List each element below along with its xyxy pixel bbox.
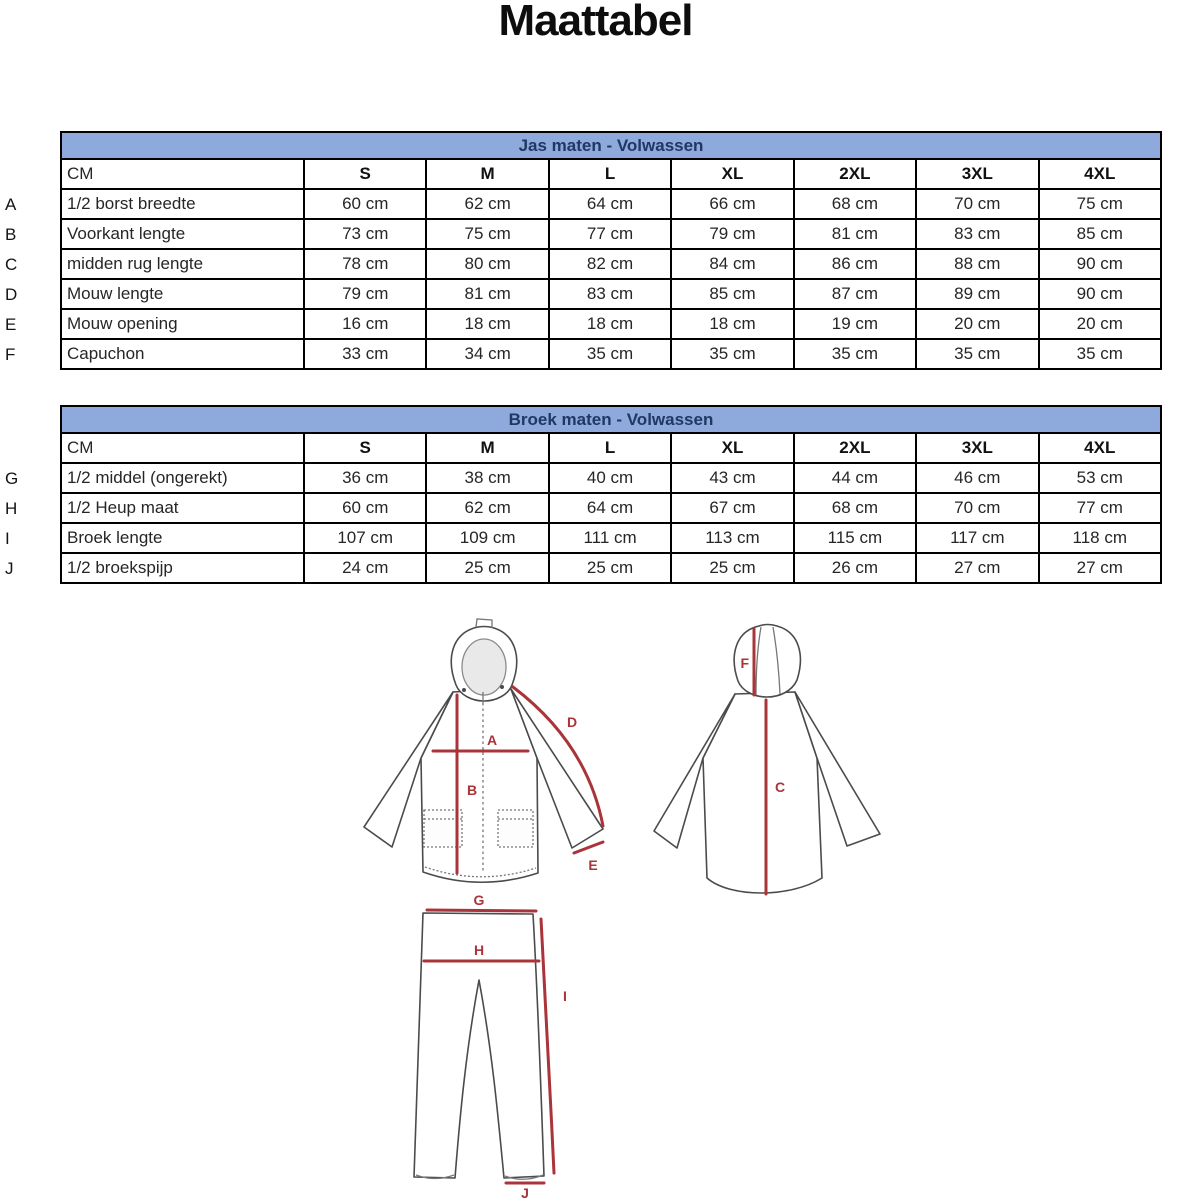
size-value-cell: 24 cm xyxy=(304,553,426,583)
size-value-cell: 90 cm xyxy=(1039,279,1161,309)
row-letter-d: D xyxy=(5,285,18,304)
measure-label-i: I xyxy=(563,988,567,1004)
row-letter-g: G xyxy=(5,469,19,488)
table-row xyxy=(61,339,1161,369)
measure-label-f: F xyxy=(740,655,749,671)
unit-header-cell: CM xyxy=(61,159,304,189)
measure-label-a: A xyxy=(486,732,498,748)
size-value-cell: 27 cm xyxy=(916,553,1038,583)
size-value-cell: 33 cm xyxy=(304,339,426,369)
row-letter-e: E xyxy=(5,315,17,334)
size-value-cell: 35 cm xyxy=(916,339,1038,369)
size-value-cell: 70 cm xyxy=(916,189,1038,219)
size-value-cell: 80 cm xyxy=(426,249,548,279)
table-row xyxy=(61,553,1161,583)
size-value-cell: 82 cm xyxy=(549,249,671,279)
jacket-back-diagram xyxy=(640,615,960,905)
size-value-cell: 64 cm xyxy=(549,189,671,219)
row-label: Capuchon xyxy=(61,339,304,369)
table-row xyxy=(61,463,1161,493)
size-value-cell: 25 cm xyxy=(671,553,793,583)
table-row xyxy=(61,249,1161,279)
size-value-cell: 85 cm xyxy=(1039,219,1161,249)
table-header-band: Broek maten - Volwassen xyxy=(61,406,1161,433)
row-label: Voorkant lengte xyxy=(61,219,304,249)
size-table xyxy=(60,405,1162,584)
size-value-cell: 109 cm xyxy=(426,523,548,553)
size-value-cell: 43 cm xyxy=(671,463,793,493)
size-column-header-s: S xyxy=(304,159,426,189)
size-value-cell: 83 cm xyxy=(916,219,1038,249)
size-value-cell: 111 cm xyxy=(549,523,671,553)
size-value-cell: 18 cm xyxy=(671,309,793,339)
row-label: Broek lengte xyxy=(61,523,304,553)
size-column-header-3xl: 3XL xyxy=(916,433,1038,463)
size-value-cell: 34 cm xyxy=(426,339,548,369)
measure-label-c: C xyxy=(775,779,786,795)
page-title: Maattabel xyxy=(498,0,693,45)
row-letter-i: I xyxy=(5,529,10,548)
table-header-band: Jas maten - Volwassen xyxy=(61,132,1161,159)
right-pocket xyxy=(498,810,533,847)
size-value-cell: 84 cm xyxy=(671,249,793,279)
size-column-header-xl: XL xyxy=(671,159,793,189)
measure-label-h: H xyxy=(473,942,485,958)
size-value-cell: 26 cm xyxy=(794,553,916,583)
table-row xyxy=(61,219,1161,249)
size-column-header-s: S xyxy=(304,433,426,463)
row-label: 1/2 Heup maat xyxy=(61,493,304,523)
size-value-cell: 64 cm xyxy=(549,493,671,523)
row-label: midden rug lengte xyxy=(61,249,304,279)
size-value-cell: 73 cm xyxy=(304,219,426,249)
table-row xyxy=(61,189,1161,219)
size-value-cell: 107 cm xyxy=(304,523,426,553)
size-value-cell: 25 cm xyxy=(549,553,671,583)
size-value-cell: 16 cm xyxy=(304,309,426,339)
size-value-cell: 53 cm xyxy=(1039,463,1161,493)
size-column-header-l: L xyxy=(549,159,671,189)
size-value-cell: 81 cm xyxy=(794,219,916,249)
table-row xyxy=(61,523,1161,553)
size-column-header-m: M xyxy=(426,159,548,189)
size-value-cell: 85 cm xyxy=(671,279,793,309)
size-value-cell: 36 cm xyxy=(304,463,426,493)
size-value-cell: 46 cm xyxy=(916,463,1038,493)
size-value-cell: 87 cm xyxy=(794,279,916,309)
size-value-cell: 60 cm xyxy=(304,189,426,219)
row-letter-j: J xyxy=(5,559,14,578)
size-column-header-m: M xyxy=(426,433,548,463)
size-value-cell: 35 cm xyxy=(671,339,793,369)
measure-line-g xyxy=(427,910,536,911)
size-value-cell: 19 cm xyxy=(794,309,916,339)
size-value-cell: 62 cm xyxy=(426,493,548,523)
size-value-cell: 18 cm xyxy=(426,309,548,339)
size-value-cell: 77 cm xyxy=(549,219,671,249)
size-value-cell: 40 cm xyxy=(549,463,671,493)
row-label: 1/2 borst breedte xyxy=(61,189,304,219)
jacket-front-diagram xyxy=(340,615,660,905)
size-value-cell: 27 cm xyxy=(1039,553,1161,583)
measure-label-g: G xyxy=(473,892,485,908)
size-column-header-4xl: 4XL xyxy=(1039,159,1161,189)
size-value-cell: 79 cm xyxy=(304,279,426,309)
row-letter-c: C xyxy=(5,255,18,274)
pants-size-table-section xyxy=(0,405,1162,584)
table-row xyxy=(61,493,1161,523)
snap-left xyxy=(462,688,466,692)
size-table xyxy=(60,131,1162,370)
size-value-cell: 67 cm xyxy=(671,493,793,523)
size-value-cell: 35 cm xyxy=(794,339,916,369)
pants-diagram xyxy=(380,890,640,1200)
size-value-cell: 89 cm xyxy=(916,279,1038,309)
row-letter-f: F xyxy=(5,345,16,364)
size-value-cell: 90 cm xyxy=(1039,249,1161,279)
row-letter-h: H xyxy=(5,499,18,518)
size-value-cell: 117 cm xyxy=(916,523,1038,553)
table-row xyxy=(61,309,1161,339)
size-column-header-l: L xyxy=(549,433,671,463)
size-value-cell: 35 cm xyxy=(1039,339,1161,369)
row-label: 1/2 middel (ongerekt) xyxy=(61,463,304,493)
measure-label-d: D xyxy=(566,714,578,730)
size-value-cell: 75 cm xyxy=(1039,189,1161,219)
jacket-size-table-section xyxy=(0,131,1162,370)
measure-label-e: E xyxy=(588,857,598,873)
snap-right xyxy=(500,685,504,689)
size-column-header-3xl: 3XL xyxy=(916,159,1038,189)
row-letter-a: A xyxy=(5,195,17,214)
size-value-cell: 35 cm xyxy=(549,339,671,369)
size-value-cell: 70 cm xyxy=(916,493,1038,523)
size-value-cell: 81 cm xyxy=(426,279,548,309)
row-letter-gutter xyxy=(0,131,60,370)
hood-opening xyxy=(462,639,506,695)
table-row xyxy=(61,279,1161,309)
size-column-header-2xl: 2XL xyxy=(794,433,916,463)
size-value-cell: 115 cm xyxy=(794,523,916,553)
unit-header-cell: CM xyxy=(61,433,304,463)
size-value-cell: 18 cm xyxy=(549,309,671,339)
size-value-cell: 25 cm xyxy=(426,553,548,583)
size-column-header-4xl: 4XL xyxy=(1039,433,1161,463)
size-value-cell: 86 cm xyxy=(794,249,916,279)
size-value-cell: 60 cm xyxy=(304,493,426,523)
row-letter-b: B xyxy=(5,225,17,244)
size-value-cell: 88 cm xyxy=(916,249,1038,279)
size-value-cell: 66 cm xyxy=(671,189,793,219)
size-value-cell: 62 cm xyxy=(426,189,548,219)
measure-label-j: J xyxy=(521,1185,529,1200)
size-value-cell: 77 cm xyxy=(1039,493,1161,523)
size-value-cell: 68 cm xyxy=(794,493,916,523)
row-letter-gutter xyxy=(0,405,60,584)
size-value-cell: 20 cm xyxy=(916,309,1038,339)
size-value-cell: 118 cm xyxy=(1039,523,1161,553)
size-value-cell: 38 cm xyxy=(426,463,548,493)
size-value-cell: 20 cm xyxy=(1039,309,1161,339)
size-value-cell: 68 cm xyxy=(794,189,916,219)
size-value-cell: 44 cm xyxy=(794,463,916,493)
row-label: Mouw lengte xyxy=(61,279,304,309)
size-column-header-2xl: 2XL xyxy=(794,159,916,189)
size-value-cell: 83 cm xyxy=(549,279,671,309)
measure-label-b: B xyxy=(467,782,478,798)
size-value-cell: 113 cm xyxy=(671,523,793,553)
size-value-cell: 78 cm xyxy=(304,249,426,279)
row-label: 1/2 broekspijp xyxy=(61,553,304,583)
size-column-header-xl: XL xyxy=(671,433,793,463)
size-value-cell: 75 cm xyxy=(426,219,548,249)
row-label: Mouw opening xyxy=(61,309,304,339)
size-value-cell: 79 cm xyxy=(671,219,793,249)
